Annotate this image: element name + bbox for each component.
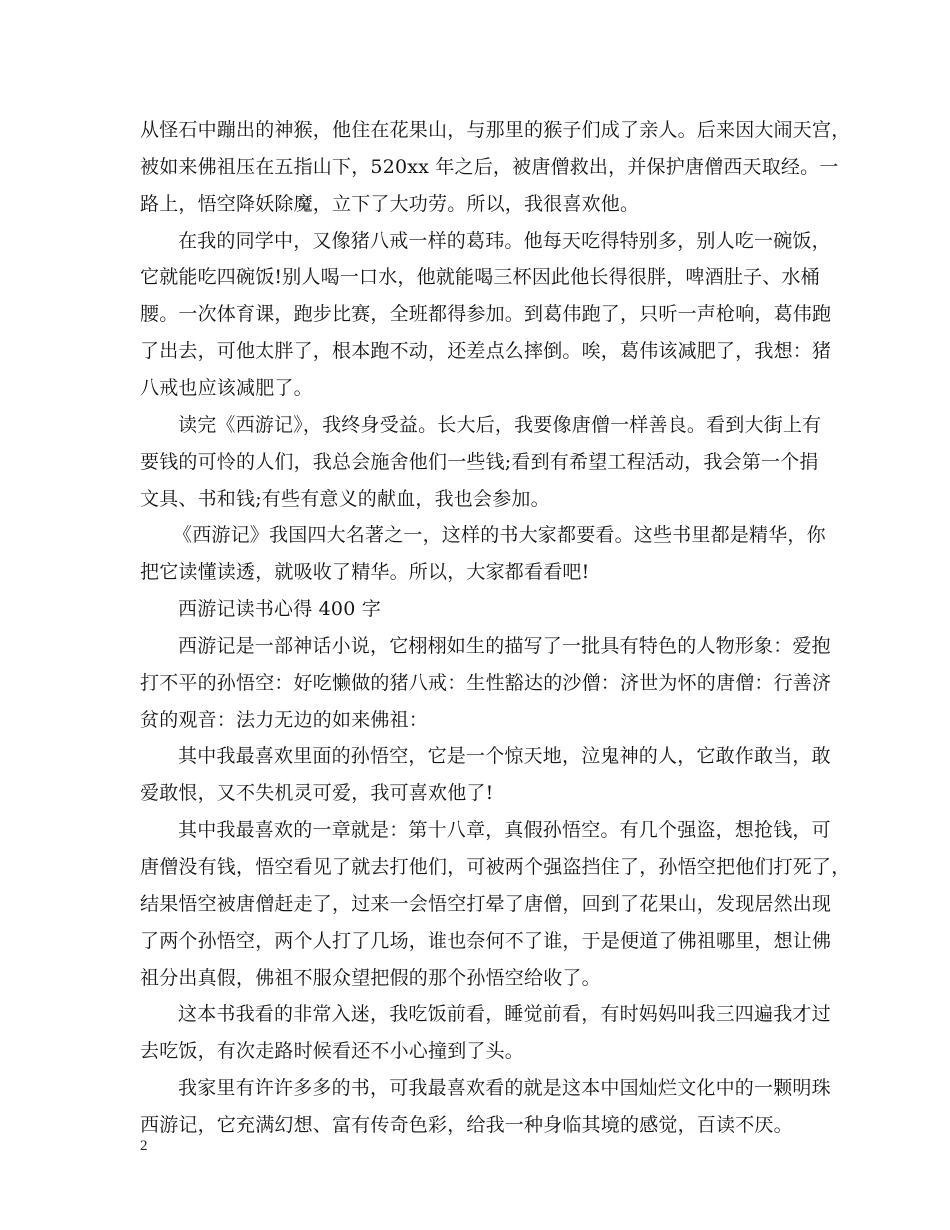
text-line: 在我的同学中，又像猪八戒一样的葛玮。他每天吃得特别多，别人吃一碗饭， xyxy=(178,230,831,252)
text-line: 八戒也应该减肥了。 xyxy=(140,377,313,399)
text-line: 打不平的孙悟空：好吃懒做的猪八戒：生性豁达的沙僧：济世为怀的唐僧：行善济 xyxy=(140,672,832,694)
text-line: 贫的观音：法力无边的如来佛祖： xyxy=(140,709,429,731)
text-line: 把它读懂读透，就吸收了精华。所以，大家都看看吧! xyxy=(140,561,590,583)
text-line: 它就能吃四碗饭!别人喝一口水，他就能喝三杯因此他长得很胖，啤酒肚子、水桶 xyxy=(140,266,820,288)
text-line: 腰。一次体育课，跑步比赛，全班都得参加。到葛伟跑了，只听一声枪响，葛伟跑 xyxy=(140,303,832,325)
text-line: 文具、书和钱;有些有意义的献血，我也会参加。 xyxy=(140,488,550,510)
text-line: 去吃饭，有次走路时候看还不小心撞到了头。 xyxy=(140,1040,525,1062)
text-line: 了两个孙悟空，两个人打了几场，谁也奈何不了谁，于是便道了佛祖哪里，想让佛 xyxy=(140,930,832,952)
text-line: 了出去，可他太胖了，根本跑不动，还差点么摔倒。唉，葛伟该减肥了，我想：猪 xyxy=(140,340,832,362)
text-line: 祖分出真假，佛祖不服众望把假的那个孙悟空给收了。 xyxy=(140,967,601,989)
text-line: 从怪石中蹦出的神猴，他住在花果山，与那里的猴子们成了亲人。后来因大闹天宫， xyxy=(140,119,851,141)
text-line: 唐僧没有钱，悟空看见了就去打他们，可被两个强盗挡住了，孙悟空把他们打死了， xyxy=(140,856,851,878)
text-line: 西游记是一部神话小说，它栩栩如生的描写了一批具有特色的人物形象：爱抱 xyxy=(178,635,831,657)
text-line: 爱敢恨，又不失机灵可爱，我可喜欢他了! xyxy=(140,782,494,804)
section-heading: 西游记读书心得 400 字 xyxy=(178,598,381,620)
text-line: 其中我最喜欢里面的孙悟空，它是一个惊天地，泣鬼神的人，它敢作敢当，敢 xyxy=(178,745,831,767)
text-line: 这本书我看的非常入迷，我吃饭前看，睡觉前看，有时妈妈叫我三四遍我才过 xyxy=(178,1003,831,1025)
text-line: 西游记，它充满幻想、富有传奇色彩，给我一种身临其境的感觉，百读不厌。 xyxy=(140,1114,793,1136)
text-line: 《西游记》我国四大名著之一，这样的书大家都要看。这些书里都是精华，你 xyxy=(173,524,826,546)
text-line: 要钱的可怜的人们，我总会施舍他们一些钱;看到有希望工程活动，我会第一个捐 xyxy=(140,451,819,473)
text-line: 路上，悟空降妖除魔，立下了大功劳。所以，我很喜欢他。 xyxy=(140,193,640,215)
text-line: 结果悟空被唐僧赶走了，过来一会悟空打晕了唐僧，回到了花果山，发现居然出现 xyxy=(140,893,832,915)
text-line: 其中我最喜欢的一章就是：第十八章，真假孙悟空。有几个强盗，想抢钱，可 xyxy=(178,819,831,841)
text-line: 被如来佛祖压在五指山下，520xx 年之后，被唐僧救出，并保护唐僧西天取经。一 xyxy=(140,156,839,178)
text-line: 我家里有许许多多的书，可我最喜欢看的就是这本中国灿烂文化中的一颗明珠 xyxy=(178,1077,831,1099)
page-number: 2 xyxy=(140,1138,148,1154)
text-line: 读完《西游记》，我终身受益。长大后，我要像唐僧一样善良。看到大街上有 xyxy=(178,414,822,436)
